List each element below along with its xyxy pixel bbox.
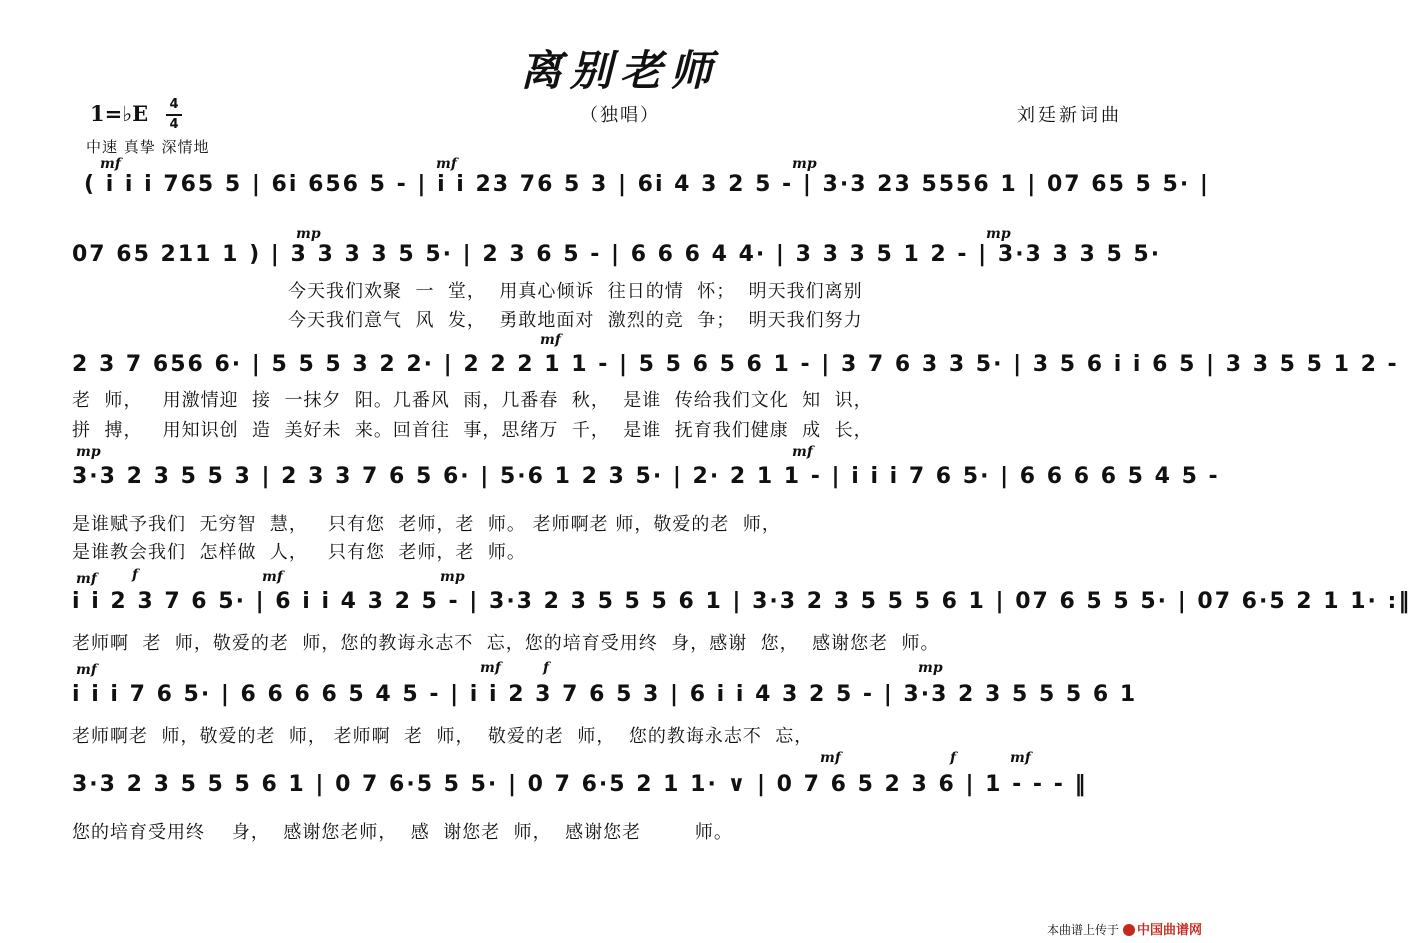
- dynamic-mf: mf: [480, 660, 501, 676]
- notation-line: 2 3 7 656 6· | 5 5 5 3 2 2· | 2 2 2 1 1 - | 5 5 6 5 6 1 - | 3 7 6 3 3 5· | 3 5 6 i i 6 5 | 3 3 5 5 1 2 -: [72, 352, 1399, 377]
- score-row-3: [0, 330, 1399, 441]
- dynamic-mp: mp: [986, 226, 1011, 242]
- score-row-2: [0, 220, 1240, 331]
- dynamic-mf: mf: [100, 156, 121, 172]
- dynamic-mp: mp: [918, 660, 943, 676]
- dynamic-f: f: [132, 567, 139, 583]
- lyrics-verse-2: 今天我们意气 风 发， 勇敢地面对 激烈的竞 争； 明天我们努力: [288, 310, 863, 331]
- lyrics-verse-1: 您的培育受用终 身， 感谢您老师， 感 谢您老 师， 感谢您老 师。: [72, 822, 733, 843]
- lyrics-verse-1: 今天我们欢聚 一 堂， 用真心倾诉 往日的情 怀； 明天我们离别: [288, 281, 863, 302]
- notation-line: i i 2 3 7 6 5· | 6 i i 4 3 2 5 - | 3·3 2 3 5 5 5 6 1 | 3·3 2 3 5 5 5 6 1 | 07 6 5 5 5· | 07 6·5 2 1 1· :‖: [72, 589, 1411, 614]
- dynamic-mf: mf: [540, 332, 561, 348]
- dynamic-mf: mf: [1010, 750, 1031, 766]
- score-row-6: [0, 660, 1240, 755]
- dynamic-mf: mf: [820, 750, 841, 766]
- lyrics-verse-1: 老 师， 用激情迎 接 一抹夕 阳。几番风 雨，几番春 秋， 是谁 传给我们文化 知 识，: [72, 390, 873, 411]
- lyrics-verse-1: 老师啊 老 师，敬爱的老 师，您的教诲永志不 忘，您的培育受用终 身，感谢 您， 感谢您老 师。: [72, 633, 940, 654]
- time-denominator: 4: [169, 117, 179, 132]
- dynamic-mp: mp: [792, 156, 817, 172]
- upload-text: 本曲谱上传于: [1047, 923, 1120, 937]
- dynamic-mf: mf: [792, 444, 813, 460]
- notation-line: i i i 7 6 5· | 6 6 6 6 5 4 5 - | i i 2 3 7 6 5 3 | 6 i i 4 3 2 5 - | 3·3 2 3 5 5 5 6 1: [72, 682, 1138, 707]
- dynamic-f: f: [543, 660, 550, 676]
- lyrics-verse-1: 是谁赋予我们 无穷智 慧， 只有您 老师，老 师。 老师啊老 师，敬爱的老 师，: [72, 514, 781, 535]
- time-numerator: 4: [169, 97, 179, 112]
- site-name: 中国曲谱网: [1137, 923, 1203, 938]
- time-signature: [166, 97, 182, 133]
- song-title: 离别老师: [519, 46, 720, 95]
- notation-line: 07 65 211 1 ) | 3 3 3 3 5 5· | 2 3 6 5 - | 6 6 6 4 4· | 3 3 3 5 1 2 - | 3·3 3 3 5 5·: [72, 242, 1162, 267]
- score-row-7: [0, 750, 1240, 845]
- song-subtitle: （独唱）: [580, 105, 660, 126]
- time-fraction-bar: [166, 114, 182, 116]
- dynamic-mf: mf: [76, 571, 97, 587]
- notation-line: 3·3 2 3 5 5 5 6 1 | 0 7 6·5 5 5· | 0 7 6·5 2 1 1· ∨ | 0 7 6 5 2 3 6 | 1 - - - ‖: [72, 772, 1088, 797]
- dynamic-mp: mp: [440, 569, 465, 585]
- score-row-4: [0, 442, 1240, 563]
- notation-line: 3·3 2 3 5 5 3 | 2 3 3 7 6 5 6· | 5·6 1 2 3 5· | 2· 2 1 1 - | i i i 7 6 5· | 6 6 6 6 5 4 5 -: [72, 464, 1220, 489]
- tempo-marking: 中速 真挚 深情地: [86, 138, 210, 156]
- composer-credit: 刘廷新词曲: [1017, 105, 1122, 126]
- site-logo-icon: [1123, 924, 1135, 936]
- dynamic-mp: mp: [76, 444, 101, 460]
- dynamic-mf: mf: [76, 662, 97, 678]
- dynamic-mp: mp: [296, 226, 321, 242]
- lyrics-verse-2: 拼 搏， 用知识创 造 美好未 来。回首往 事，思绪万 千， 是谁 抚育我们健康 成 长，: [72, 420, 873, 441]
- lyrics-verse-2: 是谁教会我们 怎样做 人， 只有您 老师，老 师。: [72, 542, 526, 563]
- dynamic-mf: mf: [436, 156, 457, 172]
- score-row-5: [0, 567, 1411, 662]
- notation-line: ( i i i 765 5 | 6i 656 5 - | i i 23 76 5 3 | 6i 4 3 2 5 - | 3·3 23 5556 1 | 07 65 5 5· |: [84, 172, 1210, 197]
- upload-watermark: [1047, 919, 1202, 938]
- dynamic-mf: mf: [262, 569, 283, 585]
- dynamic-f: f: [950, 750, 957, 766]
- lyrics-verse-1: 老师啊老 师，敬爱的老 师， 老师啊 老 师， 敬爱的老 师， 您的教诲永志不 忘，: [72, 726, 814, 747]
- key-signature: 1=♭E: [90, 101, 149, 126]
